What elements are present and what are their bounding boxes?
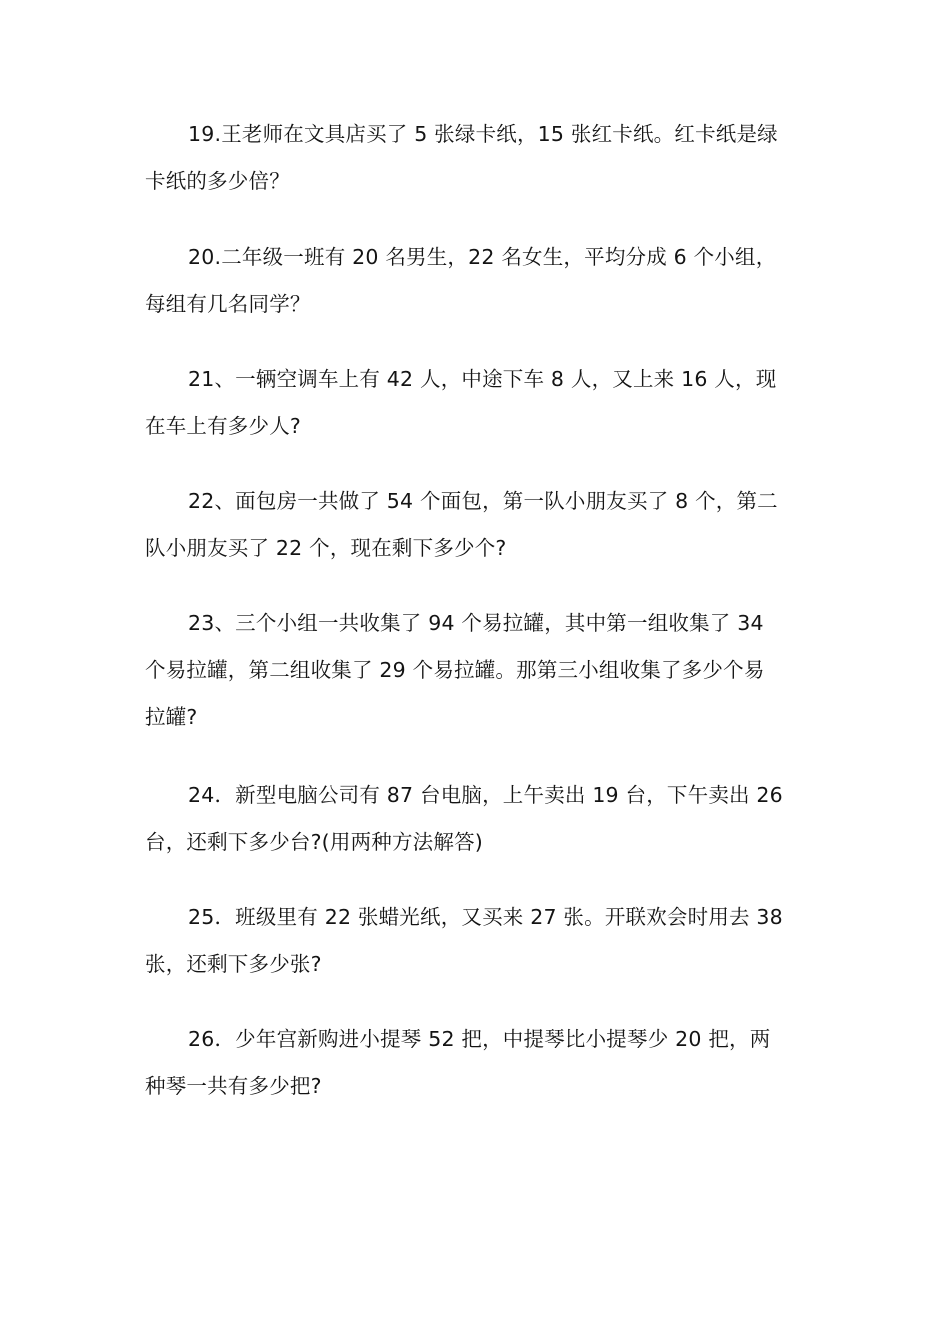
problem-line: 种琴一共有多少把? bbox=[145, 1074, 322, 1098]
problem-line: 个易拉罐，第二组收集了 29 个易拉罐。那第三小组收集了多少个易 bbox=[145, 658, 765, 682]
problem-line: 20.二年级一班有 20 名男生，22 名女生，平均分成 6 个小组， bbox=[188, 245, 777, 269]
problem-line: 23、三个小组一共收集了 94 个易拉罐，其中第一组收集了 34 bbox=[188, 611, 764, 635]
problem-line: 24．新型电脑公司有 87 台电脑，上午卖出 19 台，下午卖出 26 bbox=[188, 783, 783, 807]
problem-21 bbox=[145, 356, 817, 450]
problem-19 bbox=[145, 111, 817, 205]
problem-line: 每组有几名同学？ bbox=[145, 292, 311, 316]
problem-line: 卡纸的多少倍？ bbox=[145, 169, 290, 193]
problem-25 bbox=[145, 894, 817, 988]
problem-line: 张，还剩下多少张? bbox=[145, 952, 322, 976]
problem-line: 22、面包房一共做了 54 个面包，第一队小朋友买了 8 个，第二 bbox=[188, 489, 778, 513]
problem-line: 26．少年宫新购进小提琴 52 把，中提琴比小提琴少 20 把，两 bbox=[188, 1027, 771, 1051]
problem-line: 拉罐? bbox=[145, 705, 198, 729]
problem-line: 25．班级里有 22 张蜡光纸，又买来 27 张。开联欢会时用去 38 bbox=[188, 905, 783, 929]
problem-23 bbox=[145, 600, 817, 741]
problem-line: 在车上有多少人? bbox=[145, 414, 301, 438]
problem-20 bbox=[145, 234, 817, 328]
problem-line: 台，还剩下多少台?(用两种方法解答) bbox=[145, 830, 483, 854]
problem-26 bbox=[145, 1016, 817, 1110]
problem-line: 21、一辆空调车上有 42 人，中途下车 8 人，又上来 16 人，现 bbox=[188, 367, 777, 391]
problem-24 bbox=[145, 772, 817, 866]
problem-line: 队小朋友买了 22 个，现在剩下多少个? bbox=[145, 536, 507, 560]
problem-22 bbox=[145, 478, 817, 572]
problem-line: 19.王老师在文具店买了 5 张绿卡纸，15 张红卡纸。红卡纸是绿 bbox=[188, 122, 778, 146]
